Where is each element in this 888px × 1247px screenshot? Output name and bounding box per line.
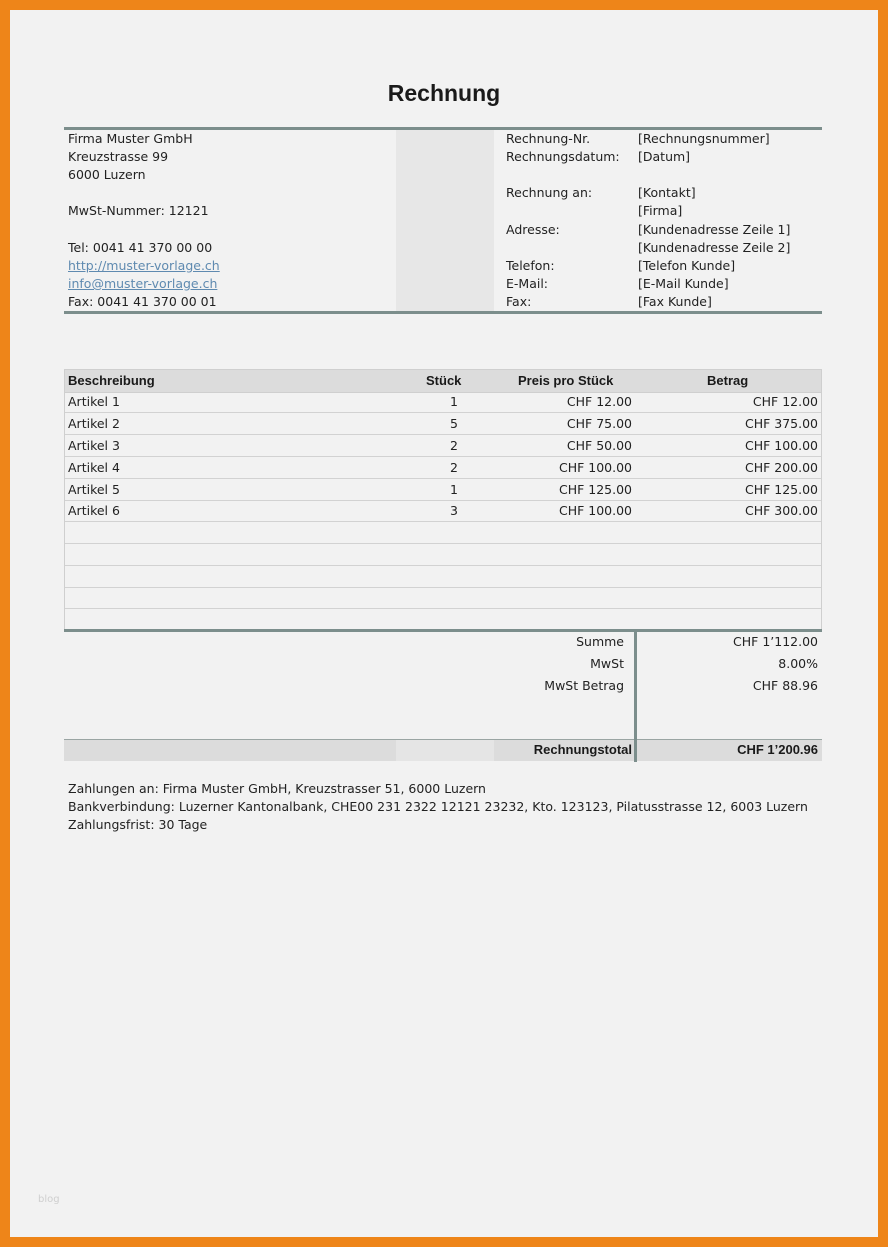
watermark: blog	[38, 1194, 60, 1205]
sender-phone: Tel: 0041 41 370 00 00	[68, 240, 213, 255]
vat-rate-label: MwSt	[590, 656, 624, 671]
row-description: Artikel 4	[68, 460, 120, 475]
table-row	[64, 391, 822, 413]
invoice-title: Rechnung	[387, 80, 501, 106]
sender-company: Firma Muster GmbH	[68, 131, 193, 146]
table-right-border	[821, 369, 822, 631]
bank-details: Bankverbindung: Luzerner Kantonalbank, CHE00 231 2322 12121 23232, Kto. 123123, Pilatusstrasse 12, 6003 Luzern	[68, 799, 808, 814]
address-label: Adresse:	[506, 222, 560, 237]
row-description: Artikel 6	[68, 503, 120, 518]
header-unit-price: Preis pro Stück	[518, 373, 614, 388]
customer-phone-value: [Telefon Kunde]	[638, 258, 736, 273]
customer-email-value: [E-Mail Kunde]	[638, 276, 729, 291]
table-row	[64, 479, 822, 501]
invoice-total-value: CHF 1’200.96	[737, 742, 818, 757]
customer-fax-value: [Fax Kunde]	[638, 294, 712, 309]
total-separator	[634, 739, 637, 761]
invoice-total-bar-shade	[396, 739, 494, 761]
bill-to-contact: [Kontakt]	[638, 185, 696, 200]
row-amount: CHF 125.00	[744, 482, 818, 497]
row-unit-price: CHF 100.00	[558, 460, 632, 475]
row-unit-price: CHF 75.00	[566, 416, 632, 431]
empty-table-row	[64, 566, 822, 588]
row-description: Artikel 5	[68, 482, 120, 497]
sender-street: Kreuzstrasse 99	[68, 149, 169, 164]
header-amount: Betrag	[707, 373, 749, 388]
customer-phone-label: Telefon:	[506, 258, 555, 273]
row-quantity: 2	[450, 460, 458, 475]
table-bottom-rule	[64, 629, 822, 632]
vat-amount-value: CHF 88.96	[752, 678, 818, 693]
header-quantity: Stück	[426, 373, 462, 388]
row-unit-price: CHF 12.00	[566, 394, 632, 409]
payment-terms: Zahlungsfrist: 30 Tage	[68, 817, 208, 832]
empty-table-row	[64, 544, 822, 566]
invoice-number-value: [Rechnungsnummer]	[638, 131, 770, 146]
vat-rate-value: 8.00%	[778, 656, 818, 671]
empty-table-row	[64, 609, 822, 630]
empty-table-row	[64, 587, 822, 609]
sender-fax: Fax: 0041 41 370 00 01	[68, 294, 217, 309]
row-description: Artikel 2	[68, 416, 120, 431]
row-description: Artikel 3	[68, 438, 120, 453]
row-quantity: 3	[450, 503, 458, 518]
customer-email-label: E-Mail:	[506, 276, 549, 291]
table-row	[64, 413, 822, 435]
sender-city: 6000 Luzern	[68, 167, 146, 182]
header-description: Beschreibung	[68, 373, 155, 388]
sender-vat-number: MwSt-Nummer: 12121	[68, 203, 209, 218]
bill-to-company: [Firma]	[638, 203, 683, 218]
invoice-number-label: Rechnung-Nr.	[506, 131, 591, 146]
row-unit-price: CHF 100.00	[558, 503, 632, 518]
empty-table-row	[64, 522, 822, 544]
row-amount: CHF 200.00	[744, 460, 818, 475]
payment-recipient: Zahlungen an: Firma Muster GmbH, Kreuzstrasser 51, 6000 Luzern	[68, 781, 486, 796]
subtotal-label: Summe	[576, 634, 624, 649]
row-description: Artikel 1	[68, 394, 120, 409]
subtotal-value: CHF 1’112.00	[733, 634, 818, 649]
row-quantity: 5	[450, 416, 458, 431]
header-shaded-column	[396, 130, 494, 311]
items-table-header	[64, 369, 822, 393]
customer-fax-label: Fax:	[506, 294, 532, 309]
sender-email-link[interactable]: info@muster-vorlage.ch	[68, 276, 218, 291]
invoice-total-label: Rechnungstotal	[533, 742, 632, 757]
row-amount: CHF 300.00	[744, 503, 818, 518]
row-unit-price: CHF 125.00	[558, 482, 632, 497]
row-quantity: 1	[450, 394, 458, 409]
table-row	[64, 435, 822, 457]
invoice-date-value: [Datum]	[638, 149, 691, 164]
row-amount: CHF 375.00	[744, 416, 818, 431]
row-quantity: 1	[450, 482, 458, 497]
table-row	[64, 500, 822, 522]
row-amount: CHF 100.00	[744, 438, 818, 453]
address-line-1: [Kundenadresse Zeile 1]	[638, 222, 791, 237]
address-line-2: [Kundenadresse Zeile 2]	[638, 240, 791, 255]
row-quantity: 2	[450, 438, 458, 453]
invoice-date-label: Rechnungsdatum:	[506, 149, 620, 164]
sender-website-link[interactable]: http://muster-vorlage.ch	[68, 258, 220, 273]
header-bottom-rule	[64, 311, 822, 314]
row-unit-price: CHF 50.00	[566, 438, 632, 453]
table-left-border	[64, 369, 65, 631]
vat-amount-label: MwSt Betrag	[544, 678, 624, 693]
invoice-total-top-line	[64, 739, 822, 740]
bill-to-label: Rechnung an:	[506, 185, 593, 200]
table-row	[64, 457, 822, 479]
row-amount: CHF 12.00	[752, 394, 818, 409]
